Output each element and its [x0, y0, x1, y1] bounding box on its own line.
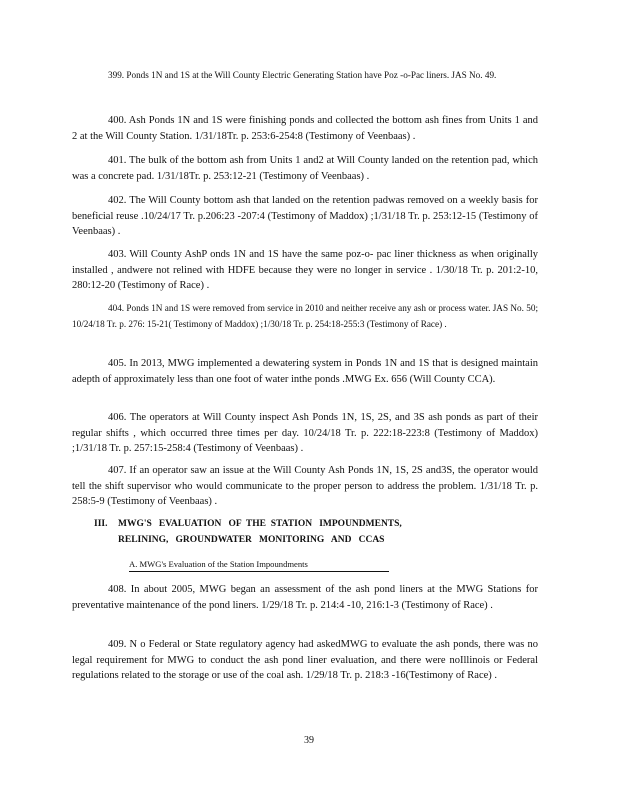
- paragraph-409: 409. N o Federal or State regulatory agency had askedMWG to evaluate the ash ponds, there was no legal requirement for MWG to conduct the ash pond liner evaluation, and there were noIllinois or Federal regulations related to the storage or use of the coal ash. 1/29/18 Tr. p. 218:3 -16(Testimony of Race) .: [72, 639, 538, 681]
- subheading: A. MWG's Evaluation of the Station Impoundments: [129, 558, 389, 572]
- page-number: 39: [304, 735, 314, 746]
- paragraph-405: 405. In 2013, MWG implemented a dewatering system in Ponds 1N and 1S that is designed maintain adepth of approximately less than one foot of water inthe ponds .MWG Ex. 656 (Will County CCA).: [72, 358, 538, 385]
- section-heading-line2: RELINING, GROUNDWATER MONITORING AND CCAS: [118, 534, 385, 545]
- paragraph-402: 402. The Will County bottom ash that landed on the retention padwas removed on a weekly basis for beneficial reuse .10/24/17 Tr. p.206:23 -207:4 (Testimony of Maddox) ;1/31/18 Tr. p. 253:12-15 (Testimony of Veenbaas) .: [72, 195, 538, 237]
- paragraph-407: 407. If an operator saw an issue at the Will County Ash Ponds 1N, 1S, 2S and3S, the operator would tell the shift supervisor who would communicate to the proper person to address the problem. 1/31/18 Tr. p. 258:5-9 (Testimony of Veenbaas) .: [72, 465, 538, 507]
- paragraph-403: 403. Will County AshP onds 1N and 1S have the same poz-o- pac liner thickness as when originally installed , andwere not relined with HDFE because they were no longer in service . 1/30/18 Tr. p. 201:2-10, 280:12-20 (Testimony of Race) .: [72, 249, 538, 291]
- paragraph-408: 408. In about 2005, MWG began an assessment of the ash pond liners at the MWG Stations for preventative maintenance of the pond liners. 1/29/18 Tr. p. 214:4 -10, 216:1-3 (Testimony of Race) .: [72, 584, 538, 611]
- paragraph-401: 401. The bulk of the bottom ash from Units 1 and2 at Will County landed on the retention pad, which was a concrete pad. 1/31/18Tr. p. 253:12-21 (Testimony of Veenbaas) .: [72, 155, 538, 182]
- paragraph-406: 406. The operators at Will County inspect Ash Ponds 1N, 1S, 2S, and 3S ash ponds as part of their regular shifts , which occurred three times per day. 10/24/18 Tr. p. 222:18-223:8 (Testimony of Maddox) ;1/31/18 Tr. p. 257:15-258:4 (Testimony of Veenbaas) .: [72, 412, 538, 454]
- paragraph-400: 400. Ash Ponds 1N and 1S were finishing ponds and collected the bottom ash fines from Units 1 and 2 at the Will County Station. 1/31/18Tr. p. 253:6-254:8 (Testimony of Veenbaas) .: [72, 115, 538, 142]
- section-number: III.: [94, 519, 108, 529]
- paragraph-399: 399. Ponds 1N and 1S at the Will County Electric Generating Station have Poz -o-Pac liners. JAS No. 49.: [108, 70, 497, 80]
- paragraph-404: 404. Ponds 1N and 1S were removed from service in 2010 and neither receive any ash or process water. JAS No. 50; 10/24/18 Tr. p. 276: 15-21( Testimony of Maddox) ;1/30/18 Tr. p. 254:18-255:3 (Testimony of Race) .: [72, 303, 538, 329]
- section-heading: [94, 517, 538, 548]
- section-heading-line1: MWG'S EVALUATION OF THE STATION IMPOUNDMENTS,: [118, 519, 402, 529]
